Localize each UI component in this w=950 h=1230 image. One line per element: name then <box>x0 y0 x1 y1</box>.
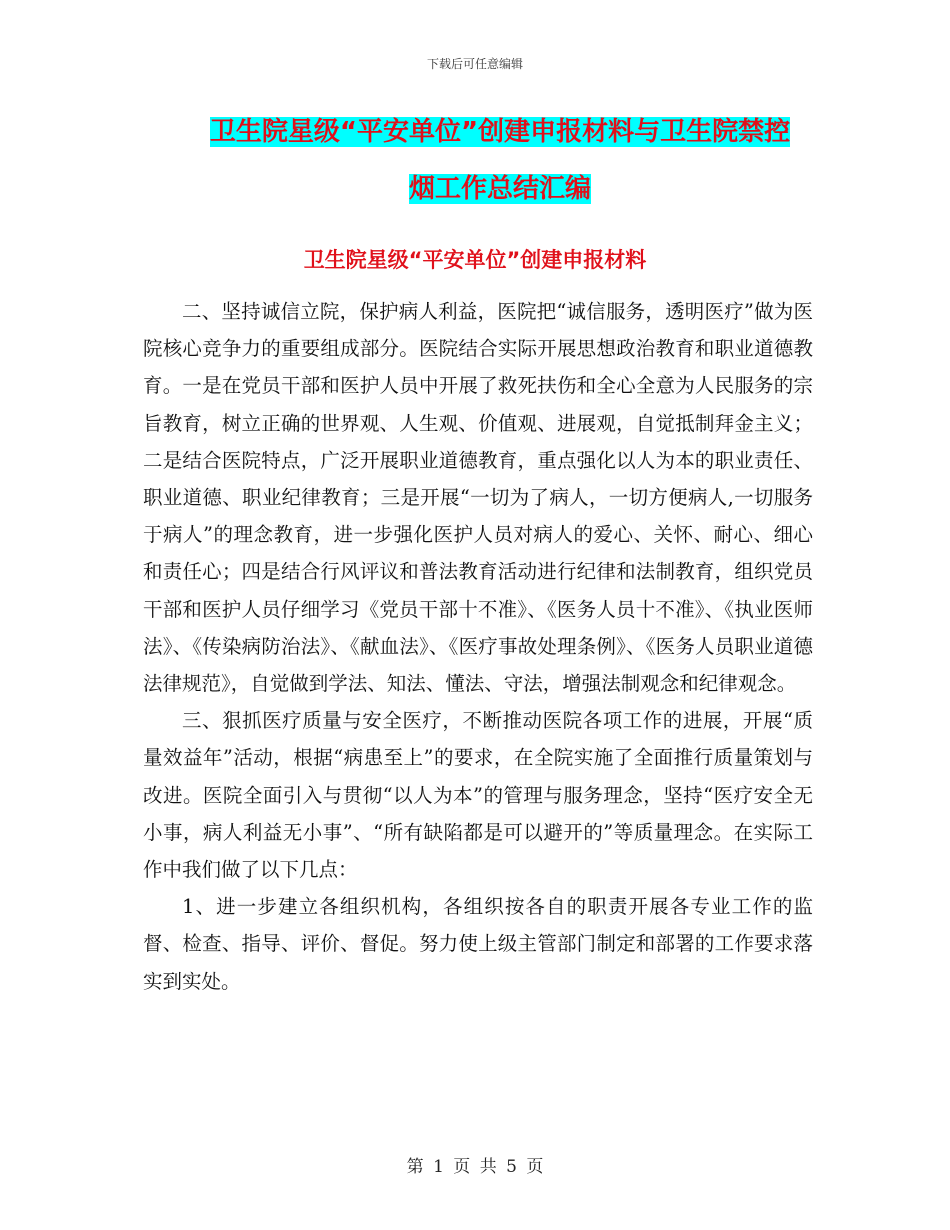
section-title: 卫生院星级“平安单位”创建申报材料 <box>303 248 647 272</box>
body-text <box>143 293 813 1000</box>
title-line-1: 卫生院星级“平安单位”创建申报材料与卫生院禁控 <box>209 117 791 147</box>
page-footer: 第 1 页 共 5 页 <box>406 1157 544 1177</box>
title-line-2: 烟工作总结汇编 <box>408 174 591 204</box>
paragraph: 二、坚持诚信立院，保护病人利益，医院把“诚信服务，透明医疗”做为医院核心竞争力的重要组成部分。医院结合实际开展思想政治教育和职业道德教育。一是在党员干部和医护人员中开展了救死扶伤和全心全意为人民服务的宗旨教育，树立正确的世界观、人生观、价值观、进展观，自觉抵制拜金主义；二是结合医院特点，广泛开展职业道德教育，重点强化以人为本的职业责任、职业道德、职业纪律教育；三是开展“一切为了病人，一切方便病人,一切服务于病人”的理念教育，进一步强化医护人员对病人的爱心、关怀、耐心、细心和责任心；四是结合行风评议和普法教育活动进行纪律和法制教育，组织党员干部和医护人员仔细学习《党员干部十不准》、《医务人员十不准》、《执业医师法》、《传染病防治法》、《献血法》、《医疗事故处理条例》、《医务人员职业道德法律规范》，自觉做到学法、知法、懂法、守法，增强法制观念和纪律观念。 <box>143 300 813 696</box>
paragraph: 1、进一步建立各组织机构，各组织按各自的职责开展各专业工作的监督、检查、指导、评价、督促。努力使上级主管部门制定和部署的工作要求落实到实处。 <box>143 895 813 993</box>
paragraph: 三、狠抓医疗质量与安全医疗，不断推动医院各项工作的进展，开展“质量效益年”活动，根据“病患至上”的要求，在全院实施了全面推行质量策划与改进。医院全面引入与贯彻“以人为本”的管理与服务理念，坚持“医疗安全无小事，病人利益无小事”、“所有缺陷都是可以避开的”等质量理念。在实际工作中我们做了以下几点： <box>143 709 813 882</box>
header-note: 下载后可任意编辑 <box>426 57 523 71</box>
document-title <box>190 104 810 218</box>
